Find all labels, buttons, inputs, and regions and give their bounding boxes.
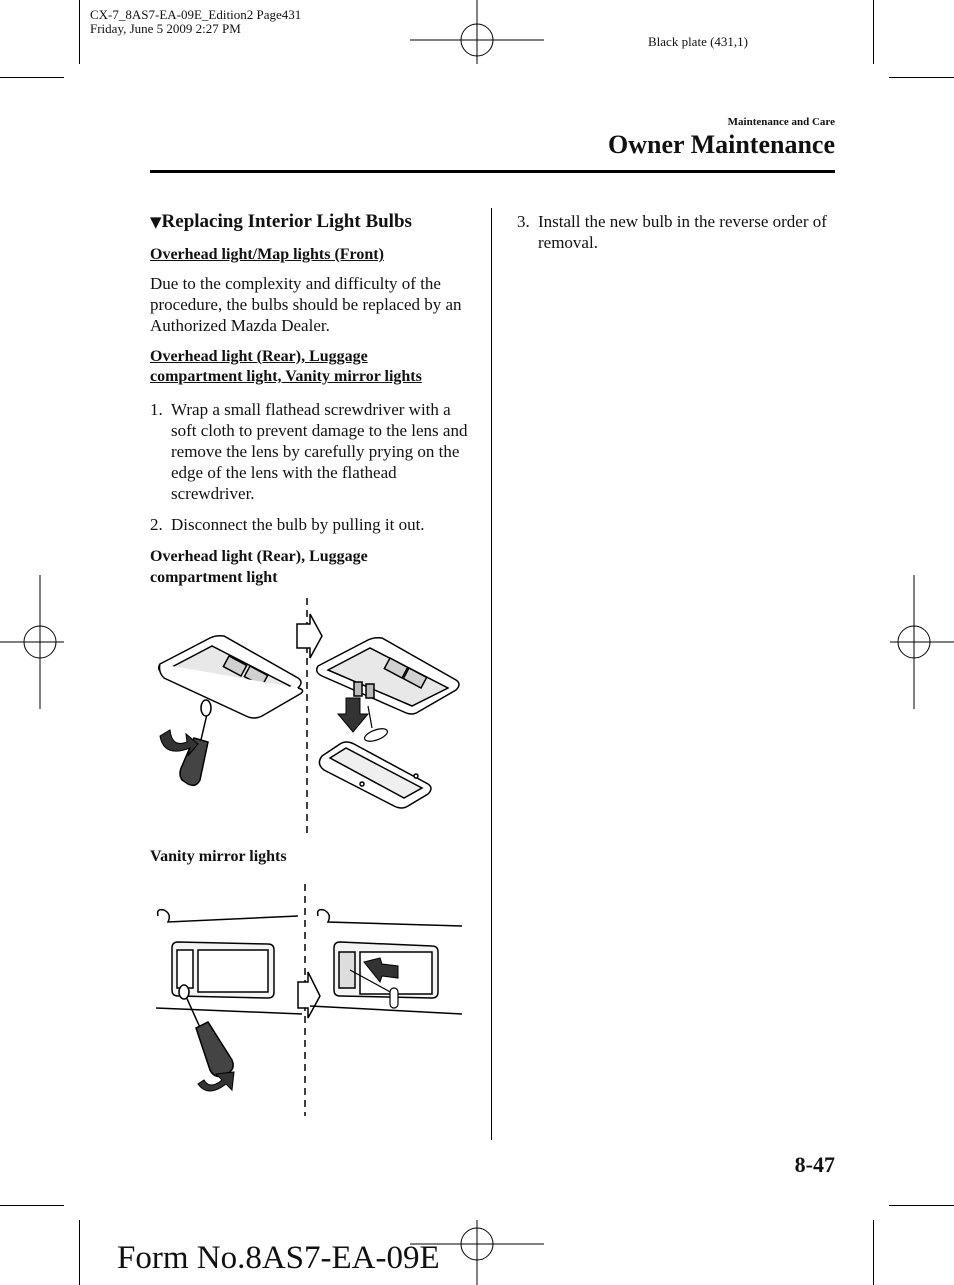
paragraph-front: Due to the complexity and difficulty of the procedure, the bulbs should be replaced by an Authorized Mazda Dealer. (150, 274, 462, 335)
section-heading-text: Replacing Interior Light Bulbs (161, 211, 412, 232)
header-rule (150, 170, 835, 173)
vanity-mirror-illustration (150, 884, 470, 1116)
figure-caption-overhead-line-2: compartment light (150, 569, 278, 586)
step-3-text: Install the new bulb in the reverse order of removal. (538, 212, 827, 252)
print-slug (90, 8, 301, 36)
figure-caption-overhead-line-1: Overhead light (Rear), Luggage (150, 548, 368, 565)
subheading-rear-line-2: compartment light, Vanity mirror lights (150, 368, 422, 385)
form-number: Form No.8AS7-EA-09E (117, 1240, 440, 1276)
subheading-rear (150, 347, 422, 387)
triangle-marker-icon: ▼ (150, 213, 162, 231)
slug-line-1: CX-7_8AS7-EA-09E_Edition2 Page431 (90, 7, 302, 22)
step-1-number: 1. (150, 400, 163, 419)
page-number: 8-47 (794, 1152, 835, 1177)
registration-mark-left (0, 575, 70, 709)
slug-line-2: Friday, June 5 2009 2:27 PM (90, 21, 241, 36)
step-3-number: 3. (517, 212, 530, 231)
step-2-text: Disconnect the bulb by pulling it out. (171, 515, 425, 534)
section-heading (150, 211, 412, 233)
section-label: Maintenance and Care (727, 116, 835, 128)
overhead-light-illustration (150, 598, 470, 834)
subheading-front: Overhead light/Map lights (Front) (150, 246, 384, 263)
step-1 (150, 399, 472, 509)
step-2 (150, 514, 472, 536)
plate-label: Black plate (431,1) (648, 34, 748, 49)
step-3 (517, 211, 837, 257)
figure-caption-overhead (150, 546, 368, 588)
registration-mark-right (884, 575, 954, 709)
step-2-number: 2. (150, 515, 163, 534)
registration-mark-top (410, 0, 544, 80)
subheading-rear-line-1: Overhead light (Rear), Luggage (150, 348, 368, 365)
page-title: Owner Maintenance (608, 130, 835, 159)
column-divider (491, 208, 492, 1140)
step-1-text: Wrap a small flathead screwdriver with a soft cloth to prevent damage to the lens and remove the lens by carefully prying on the edge of the lens with the flathead screwdriver. (171, 400, 468, 503)
figure-caption-vanity: Vanity mirror lights (150, 848, 287, 865)
